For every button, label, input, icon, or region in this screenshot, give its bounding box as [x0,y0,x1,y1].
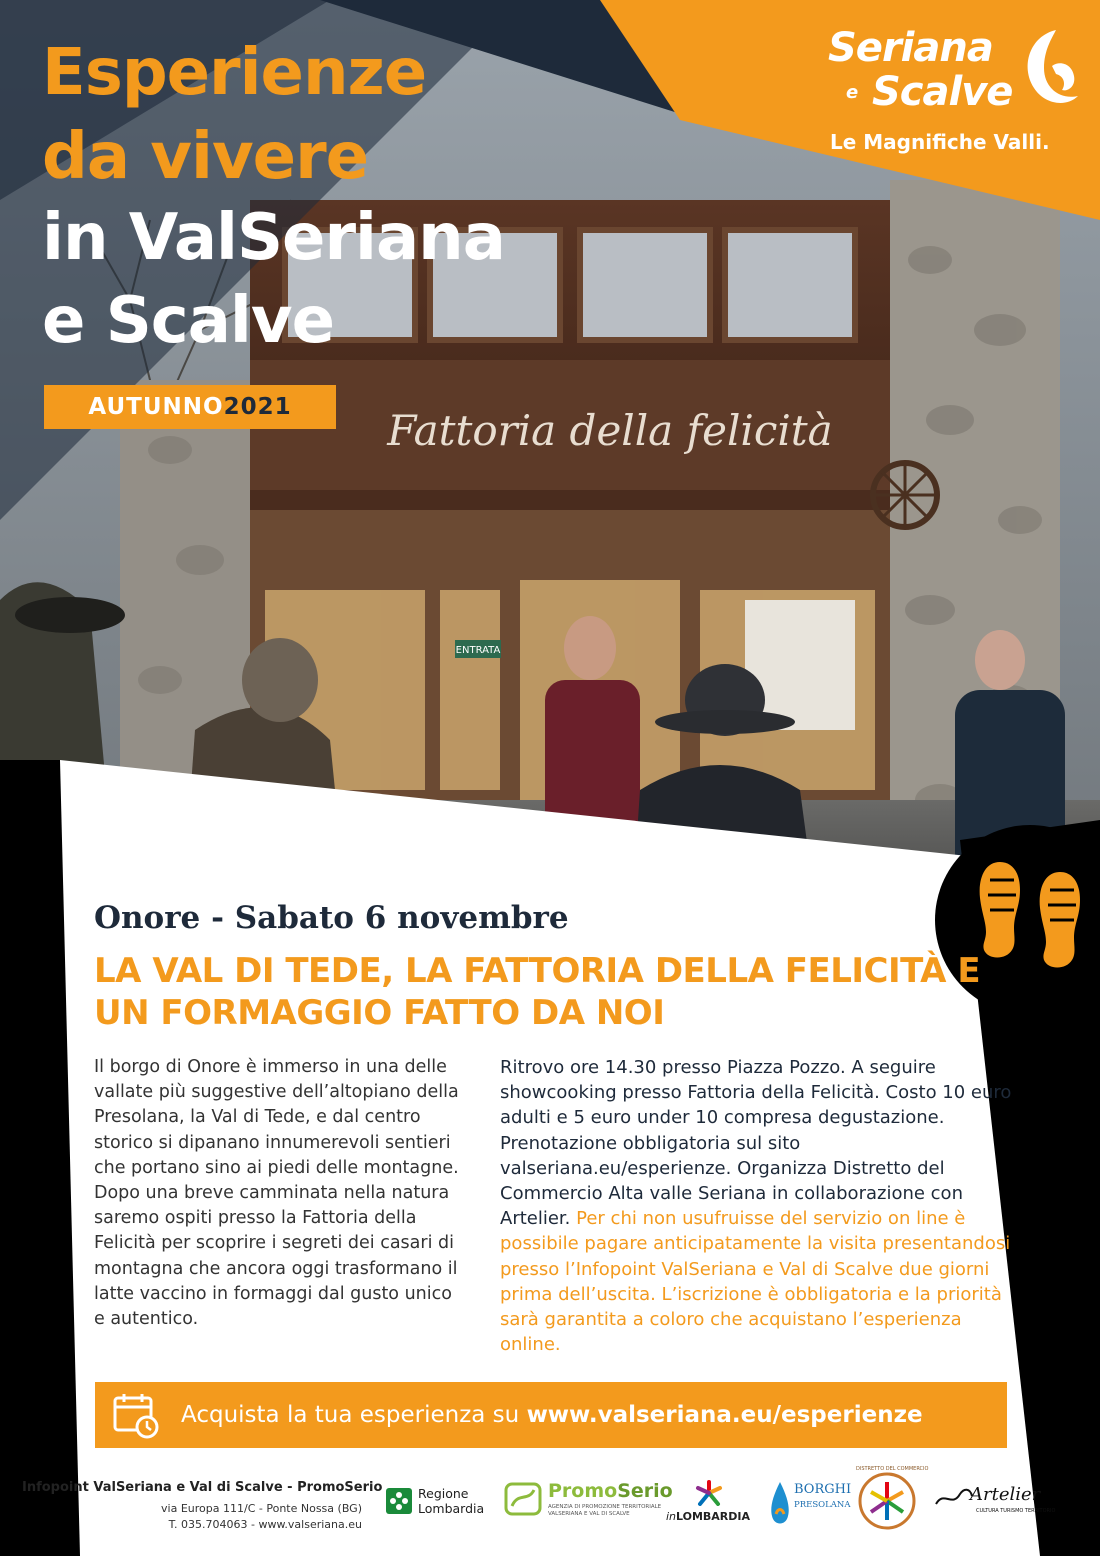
inlombardia-text-b: LOMBARDIA [676,1510,751,1523]
season-year: 2021 [223,394,292,420]
event-title: LA VAL DI TEDE, LA FATTORIA DELLA FELICITÀ E UN FORMAGGIO FATTO DA NOI [94,951,981,1033]
distretto-text: DISTRETTO DEL COMMERCIO [856,1466,929,1472]
season-badge [44,385,336,429]
cta-banner[interactable] [95,1382,1007,1448]
brand-tagline: Le Magnifiche Valli. [830,130,1050,154]
logo-inlombardia [660,1480,756,1530]
regione-line-2: Lombardia [418,1501,485,1516]
borghi-drop-icon [768,1480,792,1530]
hero-title-line-3: in ValSeriana [42,201,505,275]
borghi-line-1: BORGHI [794,1482,852,1497]
cta-label: Acquista la tua esperienza su [181,1402,520,1428]
footer-address: via Europa 111/C - Ponte Nossa (BG) [161,1502,362,1515]
distretto-circle-icon [858,1472,916,1530]
inlombardia-star-icon [694,1480,724,1506]
hero-title-line-4: e Scalve [42,284,334,358]
promoserio-name [548,1480,673,1502]
moon-fox-icon [1016,26,1082,114]
regione-lombardia-icon [386,1488,412,1514]
brand-name-line-2: Scalve [872,69,1013,115]
event-info-highlight: Per chi non usufruisse del servizio on line è possibile pagare anticipatamente la visita presentandosi presso l’Infopoint ValSeriana e Val di Scalve due giorni prima dell’uscita. L’iscrizione è obbligatoria e la priorità sarà garantita a coloro che acquistano l’esperienza online. [500,1208,1011,1356]
promoserio-name-b: Serio [617,1480,673,1502]
entrance-label: ENTRATA [455,645,501,656]
logo-borghi-presolana [768,1480,852,1530]
promoserio-sub-1: AGENZIA DI PROMOZIONE TERRITORIALE [548,1504,662,1510]
calendar-clock-icon [111,1390,161,1440]
regione-line-1: Regione [418,1486,469,1501]
footer-title: Infopoint ValSeriana e Val di Scalve - PromoSerio [22,1480,383,1495]
cta-text [181,1402,923,1428]
inlombardia-text-a: in [665,1510,676,1523]
promoserio-icon [504,1482,544,1516]
event-info [500,1055,1020,1357]
artelier-name: Artelier [970,1484,1041,1505]
footer-contacts: T. 035.704063 - www.valseriana.eu [168,1518,362,1531]
artelier-sub: CULTURA TURISMO TERRITORIO [976,1508,1056,1514]
promoserio-name-a: Promo [548,1480,618,1502]
hero-title-line-2: da vivere [42,120,369,194]
brand-name-line-1: Seriana [828,25,993,71]
brand-connector: e [846,82,859,103]
hero-title-line-1: Esperienze [42,36,427,110]
logo-regione-lombardia [386,1480,496,1530]
cta-link[interactable]: www.valseriana.eu/esperienze [526,1402,923,1428]
season-word: AUTUNNO [88,394,224,420]
artelier-scribble-icon [934,1482,974,1512]
logo-artelier [934,1480,1056,1530]
shop-sign: Fattoria della felicità [387,406,833,455]
promoserio-sub-2: VALSERIANA E VAL DI SCALVE [548,1511,630,1517]
borghi-line-2: PRESOLANA [794,1500,851,1510]
event-place-date: Onore - Sabato 6 novembre [94,900,569,936]
inlombardia-text [660,1510,756,1523]
event-description: Il borgo di Onore è immerso in una delle vallate più suggestive dell’altopiano della Presolana, la Val di Tede, e dal centro storico si dipanano innumerevoli sentieri che portano sino ai piedi delle montagne. Dopo una breve camminata nella natura saremo ospiti presso la Fattoria della Felicità per scoprire i segreti dei casari di montagna che ancora oggi trasformano il latte vaccino in formaggi dal gusto unico e autentico. [94,1057,459,1330]
logo-distretto-commercio [856,1466,929,1530]
event-info-text: Ritrovo ore 14.30 presso Piazza Pozzo. A seguire showcooking presso Fattoria della Felicità. Costo 10 euro adulti e 5 euro under 10 compresa degustazione. Prenotazione obbligatoria sul sito valseriana.eu/esperienze. Organizza Distretto del Commercio Alta valle Seriana in collaborazione con Artelier. [500,1057,1012,1230]
logo-promoserio [504,1480,682,1530]
